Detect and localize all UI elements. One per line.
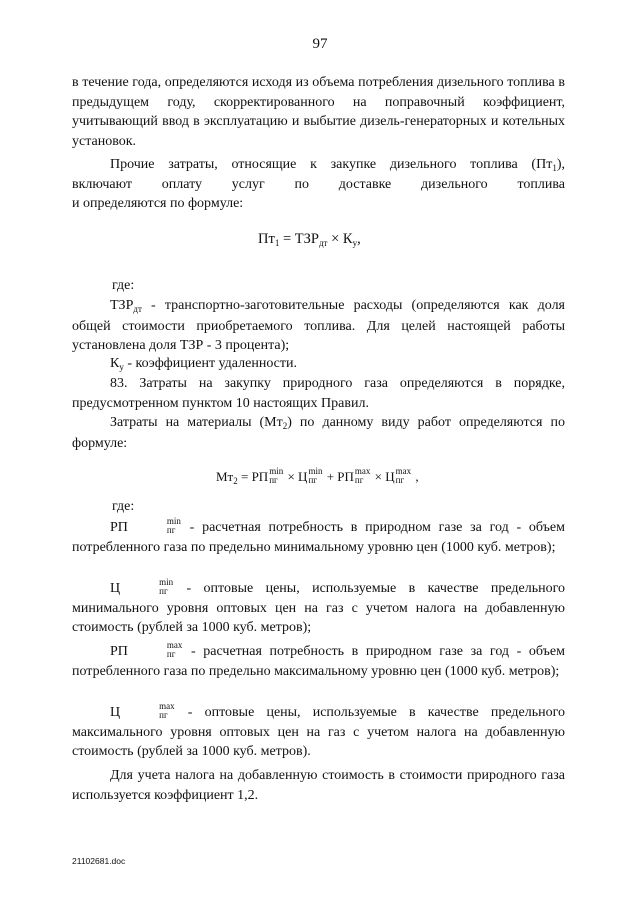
definition-k: $К_у$ - коэффициент удаленности. [110, 356, 297, 372]
definition-c-max: Ц max пг - оптовые цены, используемые в качестве предельного максимального уровня оптовых цен на газ с учетом налога на добавленную стоимость (рублей за 1000 куб. метров). [72, 700, 565, 759]
definition-rp-min: РП min пг - расчетная потребность в природном газе за год - объем потребленного газа по предельно минимальному уровню цен (1000 куб. метров); [72, 515, 565, 555]
paragraph-other-costs-line1: Прочие затраты, относящие к закупке дизельного топлива $(Пт_1)$, [110, 157, 565, 173]
definition-tzr: $ТЗР_{дт}$ - транспортно-заготовительные расходы (определяются как доля общей стоимости приобретаемого топлива. Для целей настоящей работы установлена доля ТЗР - 3 процента); [72, 298, 565, 353]
page-number: 97 [312, 36, 328, 52]
definition-rp-max: РП max пг - расчетная потребность в природном газе за год - объем потребленного газа по предельно максимальному уровню цен (1000 куб. метров); [72, 639, 565, 679]
paragraph-other-costs-line2: включают оплату услуг по доставке дизельного топлива [72, 177, 565, 192]
footer-filename: 21102681.doc [72, 856, 126, 866]
paragraph-materials: Затраты на материалы $(Мт_2)$ по данному виду работ определяются по формуле: [72, 415, 565, 451]
paragraph-other-costs-line3: и определяются по формуле: [72, 196, 244, 211]
where-label-2: где: [112, 499, 135, 514]
paragraph-vat: Для учета налога на добавленную стоимость в стоимости природного газа используется коэффициент 1,2. [72, 768, 565, 803]
definition-c-min: Ц min пг - оптовые цены, используемые в качестве предельного минимального уровня оптовых цен на газ с учетом налога на добавленную стоимость (рублей за 1000 куб. метров); [72, 576, 565, 635]
paragraph-83: 83. Затраты на закупку природного газа определяются в порядке, предусмотренном пунктом 10 настоящих Правил. [72, 376, 565, 411]
paragraph-diesel-volume: в течение года, определяются исходя из объема потребления дизельного топлива в предыдущем году, скорректированного на поправочный коэффициент, учитывающий ввод в эксплуатацию и выбытие дизель-генераторных и котельных установок. [72, 75, 565, 149]
formula-pt1: $Пт_1 = ТЗР_{дт} \times К_у$, [258, 231, 361, 248]
formula-mt2: $Мт_2$ = РП min пг × Ц min пг + РП max пг × Ц max пг , [216, 466, 419, 486]
where-label-1: где: [112, 278, 135, 293]
